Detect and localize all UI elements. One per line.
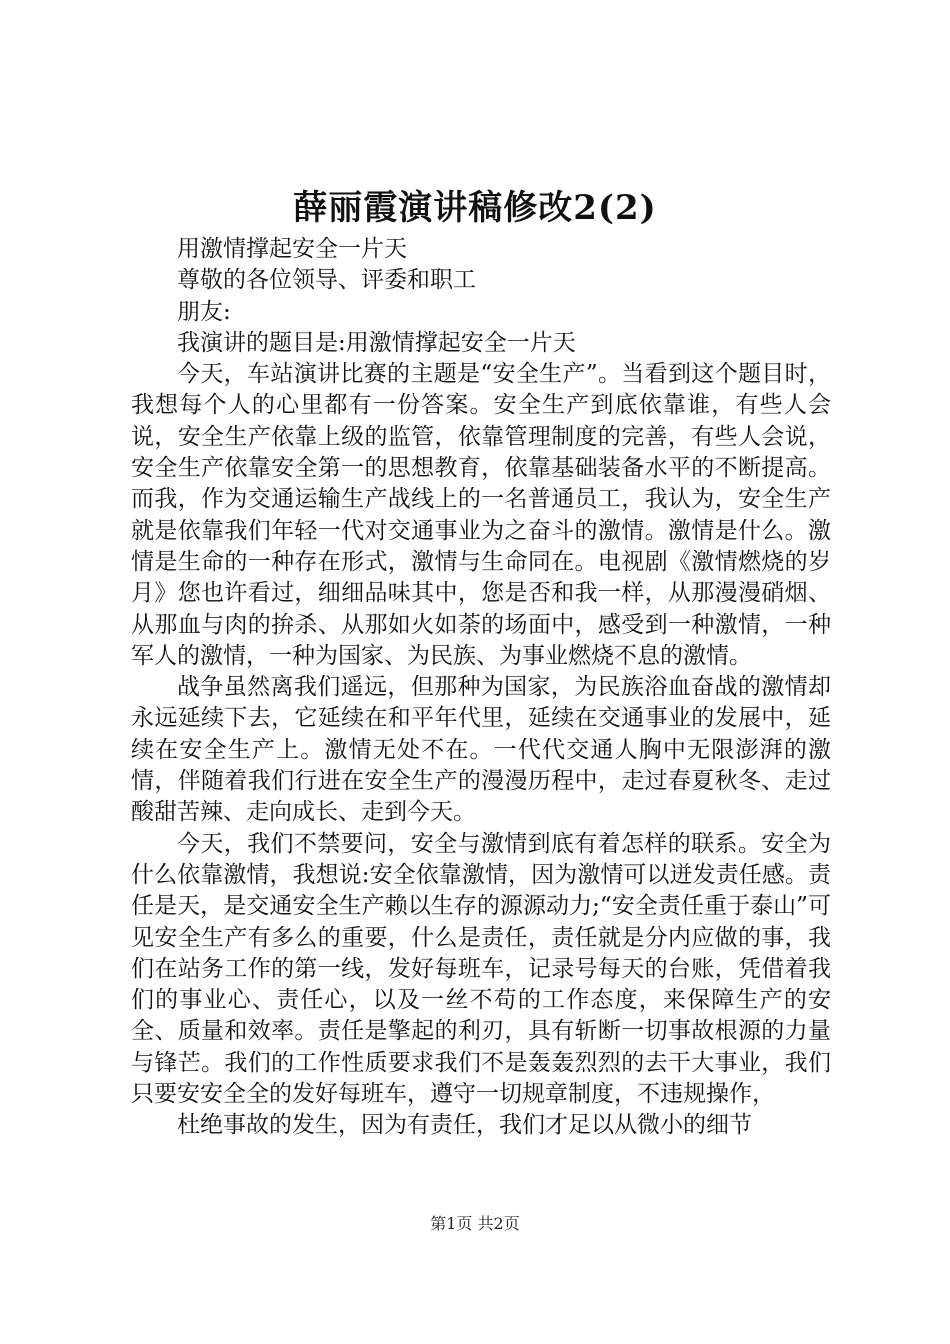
paragraph-1: 今天，车站演讲比赛的主题是“安全生产”。当看到这个题目时，我想每个人的心里都有一份答案。安全生产到底依靠谁，有些人会说，安全生产依靠上级的监管，依靠管理制度的完善，有些人会说，安全生产依靠安全第一的思想教育，依靠基础装备水平的不断提高。而我，作为交通运输生产战线上的一名普通员工，我认为，安全生产就是依靠我们年轻一代对交通事业为之奋斗的激情。激情是什么。激情是生命的一种存在形式，激情与生命同在。电视剧《激情燃烧的岁月》您也许看过，细细品味其中，您是否和我一样，从那漫漫硝烟、从那血与肉的拚杀、从那如火如荼的场面中，感受到一种激情，一种军人的激情，一种为国家、为民族、为事业燃烧不息的激情。 [131,361,831,669]
paragraph-2: 战争虽然离我们遥远，但那种为国家，为民族浴血奋战的激情却永远延续下去，它延续在和平年代里，延续在交通事业的发展中，延续在安全生产上。激情无处不在。一代代交通人胸中无限澎湃的激情，伴随着我们行进在安全生产的漫漫历程中，走过春夏秋冬、走过酸甜苦辣、走向成长、走到今天。 [131,674,831,826]
document-title: 薛丽霞演讲稿修改2(2) [293,188,657,228]
salutation-continued-line: 朋友: [177,298,231,325]
page-number-footer: 第1页 共2页 [430,1214,520,1233]
document-body [131,234,831,1142]
paragraph-4: 杜绝事故的发生，因为有责任，我们才足以从微小的细节 [177,1112,752,1139]
paragraph-3: 今天，我们不禁要问，安全与激情到底有着怎样的联系。安全为什么依靠激情，我想说:安全依靠激情，因为激情可以迸发责任感。责任是天，是交通安全生产赖以生存的源源动力;“安全责任重于泰山”可见安全生产有多么的重要，什么是责任，责任就是分内应做的事，我们在站务工作的第一线，发好每班车，记录号每天的台账，凭借着我们的事业心、责任心，以及一丝不苟的工作态度，来保障生产的安全、质量和效率。责任是擎起的利刃，具有斩断一切事故根源的力量与锋芒。我们的工作性质要求我们不是轰轰烈烈的去干大事业，我们只要安安全全的发好每班车，遵守一切规章制度，不违规操作， [131,830,831,1108]
salutation-line: 尊敬的各位领导、评委和职工 [177,267,476,294]
speech-heading-line: 用激情撑起安全一片天 [177,236,407,262]
speech-topic-line: 我演讲的题目是:用激情撑起安全一片天 [177,329,576,356]
